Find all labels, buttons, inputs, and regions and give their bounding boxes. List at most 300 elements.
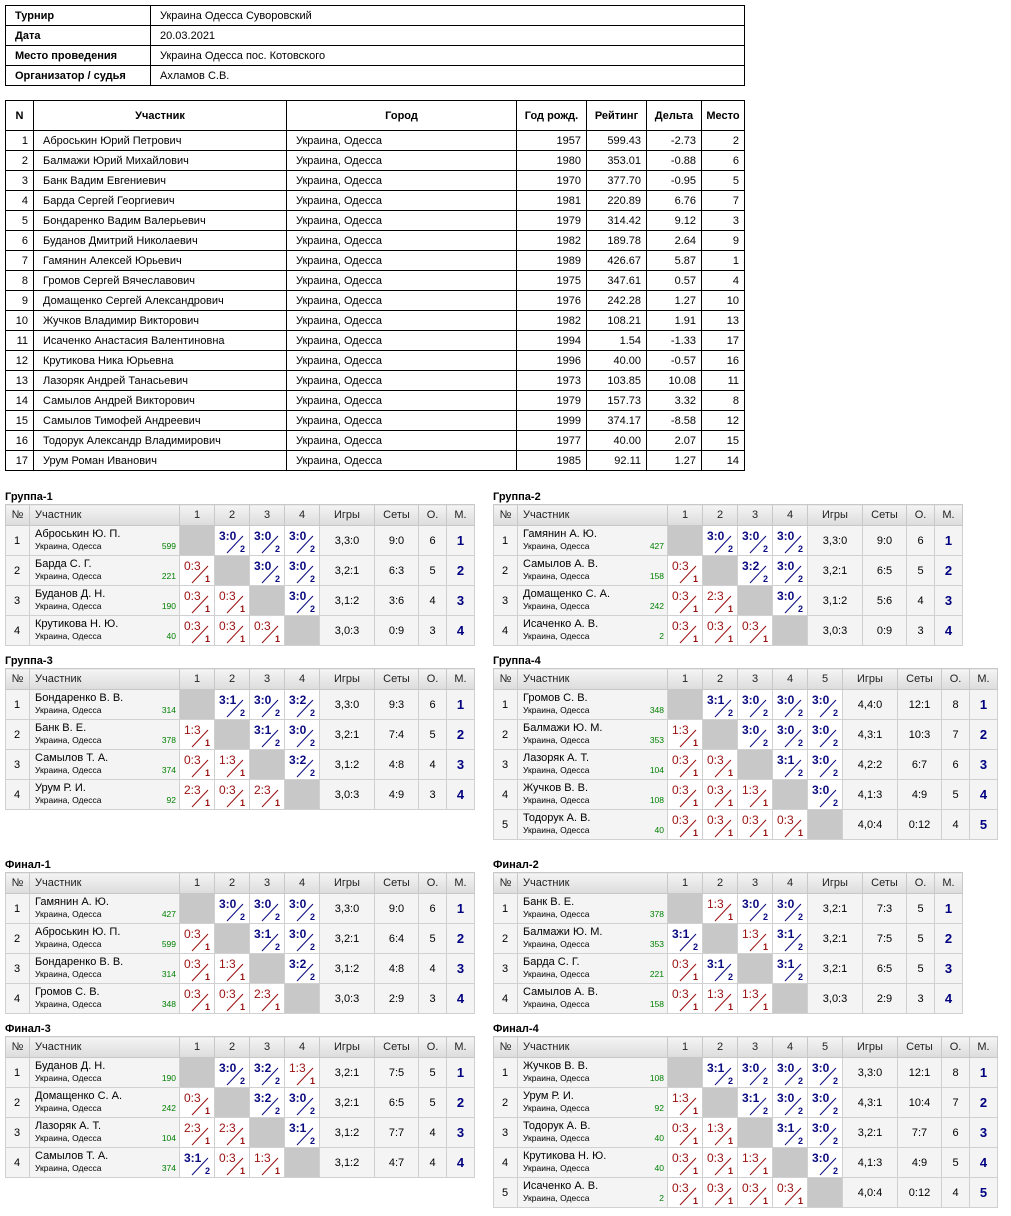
row-number: 4 <box>494 780 518 810</box>
participant-name: Бондаренко В. В. <box>35 692 124 704</box>
match-score: 3:1 <box>707 957 725 971</box>
match-score: 3:0 <box>742 693 760 707</box>
player-cell: 11 <box>702 371 745 391</box>
points-value: 5 <box>419 720 447 750</box>
col-opponent: 2 <box>215 873 250 894</box>
col-opponent: 2 <box>215 505 250 526</box>
player-cell: Аброськин Юрий Петрович <box>34 131 287 151</box>
match-score-cell <box>668 984 703 1014</box>
match-score: 3:0 <box>289 723 307 737</box>
match-score-cell <box>703 526 738 556</box>
match-points: 1 <box>239 972 245 982</box>
match-score-cell <box>738 616 773 646</box>
place-cell <box>970 690 998 720</box>
match-score-cell <box>215 690 250 720</box>
points-value: 4 <box>907 586 935 616</box>
participant-cell <box>30 1088 180 1118</box>
col-opponent: 3 <box>250 873 285 894</box>
match-points: 2 <box>832 1166 838 1176</box>
participant-rating: 104 <box>161 1133 176 1143</box>
match-score-cell <box>738 556 773 586</box>
participant-rating: 378 <box>161 735 176 745</box>
col-opponent: 5 <box>808 669 843 690</box>
match-points: 1 <box>692 1166 698 1176</box>
player-cell: -0.88 <box>647 151 702 171</box>
match-score-cell <box>773 720 808 750</box>
games-value: 3,2:1 <box>320 720 375 750</box>
match-points: 1 <box>274 798 280 808</box>
sets-value: 3:6 <box>375 586 419 616</box>
match-score: 3:0 <box>812 1151 830 1165</box>
points-value: 5 <box>942 780 970 810</box>
match-points: 2 <box>797 972 803 982</box>
match-score: 1:3 <box>707 897 724 911</box>
player-cell: 242.28 <box>587 291 647 311</box>
match-points: 2 <box>274 738 280 748</box>
place-value: 3 <box>979 757 988 772</box>
match-points: 1 <box>762 798 768 808</box>
group-block <box>493 654 998 840</box>
match-score-cell <box>703 984 738 1014</box>
sets-value: 4:9 <box>898 780 942 810</box>
place-cell <box>447 556 475 586</box>
player-cell: 92.11 <box>587 451 647 471</box>
match-points: 1 <box>727 798 733 808</box>
participant-cell <box>518 924 668 954</box>
match-points: 2 <box>274 1076 280 1086</box>
match-score: 3:0 <box>289 1091 307 1105</box>
match-score-cell <box>180 750 215 780</box>
match-points: 1 <box>239 768 245 778</box>
games-value: 3,0:3 <box>808 984 863 1014</box>
games-value: 3,2:1 <box>320 1058 375 1088</box>
participant-rating: 314 <box>161 705 176 715</box>
col-opponent: 5 <box>808 1037 843 1058</box>
row-number: 5 <box>494 810 518 840</box>
match-points: 1 <box>692 738 698 748</box>
games-value: 3,0:3 <box>808 616 863 646</box>
games-value: 4,3:1 <box>843 1088 898 1118</box>
place-cell <box>447 1088 475 1118</box>
match-score-cell <box>738 1178 773 1208</box>
match-score: 0:3 <box>219 589 236 603</box>
col-num: № <box>494 669 518 690</box>
group-table <box>5 504 475 646</box>
match-score-cell <box>773 1118 808 1148</box>
place-cell <box>935 556 963 586</box>
match-score: 3:0 <box>777 1061 795 1075</box>
match-score: 3:0 <box>777 897 795 911</box>
match-points: 2 <box>204 1166 210 1176</box>
match-points: 1 <box>797 1196 803 1206</box>
match-points: 1 <box>204 798 210 808</box>
match-points: 1 <box>692 634 698 644</box>
player-cell: 10.08 <box>647 371 702 391</box>
participant-rating: 427 <box>649 541 664 551</box>
match-points: 2 <box>762 1106 768 1116</box>
match-score-cell <box>773 810 808 840</box>
player-cell: 314.42 <box>587 211 647 231</box>
match-points: 2 <box>309 738 315 748</box>
row-number: 3 <box>6 1118 30 1148</box>
participant-name: Домащенко С. А. <box>35 1090 123 1102</box>
player-cell: 9.12 <box>647 211 702 231</box>
match-score-cell <box>180 1118 215 1148</box>
group-row <box>494 984 963 1014</box>
place-cell <box>447 1148 475 1178</box>
group-row <box>494 690 998 720</box>
match-score-cell <box>180 616 215 646</box>
match-score: 0:3 <box>254 619 271 633</box>
player-row <box>6 331 745 351</box>
participant-cell <box>30 780 180 810</box>
place-value: 4 <box>979 1155 988 1170</box>
self-cell <box>180 690 215 720</box>
col-num: № <box>6 505 30 526</box>
players-table <box>5 100 745 471</box>
place-value: 2 <box>456 563 465 578</box>
match-score-cell <box>703 1178 738 1208</box>
sets-value: 5:6 <box>863 586 907 616</box>
match-points: 2 <box>832 798 838 808</box>
match-score: 3:1 <box>777 927 795 941</box>
self-cell <box>703 1088 738 1118</box>
match-score-cell <box>738 924 773 954</box>
match-points: 1 <box>762 1196 768 1206</box>
sets-value: 4:8 <box>375 954 419 984</box>
col-games: Игры <box>843 1037 898 1058</box>
match-score: 3:0 <box>812 753 830 767</box>
match-score-cell <box>250 556 285 586</box>
player-cell: 17 <box>6 451 34 471</box>
row-number: 1 <box>6 1058 30 1088</box>
match-points: 1 <box>797 828 803 838</box>
col-place: М. <box>935 505 963 526</box>
match-points: 2 <box>797 708 803 718</box>
group-title: Группа-3 <box>5 655 53 667</box>
match-score: 1:3 <box>672 723 689 737</box>
participant-name: Гамянин А. Ю. <box>523 528 597 540</box>
match-score: 0:3 <box>707 619 724 633</box>
match-score-cell <box>215 750 250 780</box>
participant-name: Крутикова Н. Ю. <box>523 1150 607 1162</box>
match-score-cell <box>285 894 320 924</box>
group-row <box>6 720 475 750</box>
row-number: 2 <box>6 720 30 750</box>
group-row <box>6 1088 475 1118</box>
match-score: 3:0 <box>254 897 272 911</box>
match-points: 2 <box>797 912 803 922</box>
player-cell: 1977 <box>517 431 587 451</box>
match-score-cell <box>215 526 250 556</box>
match-points: 1 <box>204 574 210 584</box>
participant-name: Бондаренко В. В. <box>35 956 124 968</box>
participant-name: Банк В. Е. <box>523 896 575 908</box>
player-cell: 189.78 <box>587 231 647 251</box>
participant-rating: 353 <box>649 939 664 949</box>
match-points: 1 <box>204 1136 210 1146</box>
player-row <box>6 171 745 191</box>
match-points: 1 <box>204 942 210 952</box>
match-score: 3:0 <box>289 897 307 911</box>
place-cell <box>970 1148 998 1178</box>
player-cell: Громов Сергей Вячеславович <box>34 271 287 291</box>
points-value: 6 <box>419 894 447 924</box>
place-cell <box>970 720 998 750</box>
sets-value: 7:5 <box>863 924 907 954</box>
match-score-cell <box>703 690 738 720</box>
games-value: 3,3:0 <box>843 1058 898 1088</box>
match-score-cell <box>215 894 250 924</box>
participant-city: Украина, Одесса <box>35 939 102 949</box>
participant-name: Крутикова Н. Ю. <box>35 618 119 630</box>
match-points: 2 <box>797 768 803 778</box>
place-value: 4 <box>456 787 465 802</box>
participant-rating: 599 <box>161 541 176 551</box>
match-score: 3:2 <box>742 559 760 573</box>
match-points: 1 <box>692 768 698 778</box>
match-score: 1:3 <box>742 987 759 1001</box>
match-points: 1 <box>274 1166 280 1176</box>
group-row <box>6 780 475 810</box>
match-points: 1 <box>692 574 698 584</box>
match-score-cell <box>668 810 703 840</box>
row-number: 1 <box>494 1058 518 1088</box>
player-cell: 1979 <box>517 211 587 231</box>
group-title: Финал-2 <box>493 859 539 871</box>
player-row <box>6 151 745 171</box>
match-points: 2 <box>832 1076 838 1086</box>
games-value: 3,3:0 <box>320 894 375 924</box>
participant-cell <box>30 924 180 954</box>
participant-rating: 353 <box>649 735 664 745</box>
match-score: 0:3 <box>184 987 201 1001</box>
group-row <box>494 894 963 924</box>
match-score-cell <box>773 954 808 984</box>
group-table <box>493 668 998 840</box>
participant-cell <box>30 526 180 556</box>
games-value: 3,3:0 <box>320 526 375 556</box>
match-points: 2 <box>274 942 280 952</box>
match-points: 2 <box>832 1106 838 1116</box>
col-opponent: 4 <box>773 505 808 526</box>
player-cell: 15 <box>702 431 745 451</box>
participant-cell <box>518 1058 668 1088</box>
participant-name: Гамянин А. Ю. <box>35 896 109 908</box>
participant-name: Аброськин Ю. П. <box>35 528 121 540</box>
match-points: 2 <box>239 708 245 718</box>
player-cell: 17 <box>702 331 745 351</box>
col-num: № <box>494 873 518 894</box>
self-cell <box>668 526 703 556</box>
match-score-cell <box>738 780 773 810</box>
games-value: 4,4:0 <box>843 690 898 720</box>
player-cell: 12 <box>702 411 745 431</box>
place-cell <box>970 750 998 780</box>
players-col-header: Дельта <box>647 101 702 131</box>
player-cell: Украина, Одесса <box>287 171 517 191</box>
col-num: № <box>6 669 30 690</box>
match-score: 0:3 <box>219 783 236 797</box>
player-cell: 6 <box>702 151 745 171</box>
match-points: 1 <box>692 798 698 808</box>
place-value: 3 <box>944 593 953 608</box>
player-cell: 1985 <box>517 451 587 471</box>
player-row <box>6 431 745 451</box>
participant-cell <box>30 556 180 586</box>
player-row <box>6 351 745 371</box>
participant-cell <box>518 954 668 984</box>
points-value: 4 <box>942 1178 970 1208</box>
col-opponent: 1 <box>180 1037 215 1058</box>
match-score: 0:3 <box>184 619 201 633</box>
self-cell <box>668 1058 703 1088</box>
points-value: 3 <box>419 780 447 810</box>
match-score-cell <box>738 810 773 840</box>
self-cell <box>285 984 320 1014</box>
place-value: 5 <box>979 817 988 832</box>
match-score-cell <box>250 894 285 924</box>
games-value: 3,0:3 <box>320 984 375 1014</box>
match-score: 0:3 <box>184 559 201 573</box>
player-cell: 1975 <box>517 271 587 291</box>
match-points: 2 <box>797 1106 803 1116</box>
games-value: 3,2:1 <box>808 954 863 984</box>
games-value: 4,1:3 <box>843 1148 898 1178</box>
col-games: Игры <box>320 873 375 894</box>
participant-city: Украина, Одесса <box>35 1163 102 1173</box>
match-score: 3:0 <box>777 1091 795 1105</box>
sets-value: 4:9 <box>898 1148 942 1178</box>
group-row <box>494 750 998 780</box>
match-score: 0:3 <box>672 559 689 573</box>
match-points: 2 <box>832 1136 838 1146</box>
self-cell <box>180 1058 215 1088</box>
match-score-cell <box>808 690 843 720</box>
points-value: 5 <box>419 556 447 586</box>
player-cell: Жучков Владимир Викторович <box>34 311 287 331</box>
self-cell <box>285 1148 320 1178</box>
participant-cell <box>518 750 668 780</box>
match-score: 3:0 <box>812 1091 830 1105</box>
match-score-cell <box>738 984 773 1014</box>
match-score-cell <box>180 780 215 810</box>
participant-name: Самылов А. В. <box>523 986 599 998</box>
col-points: О. <box>907 505 935 526</box>
match-score: 3:2 <box>254 1091 272 1105</box>
points-value: 4 <box>419 1148 447 1178</box>
sets-value: 6:5 <box>863 556 907 586</box>
match-score: 3:2 <box>289 753 307 767</box>
points-value: 6 <box>419 690 447 720</box>
match-points: 2 <box>309 942 315 952</box>
place-value: 2 <box>979 727 988 742</box>
match-score: 0:3 <box>742 619 759 633</box>
participant-city: Украина, Одесса <box>35 999 102 1009</box>
row-number: 1 <box>494 894 518 924</box>
col-opponent: 2 <box>703 873 738 894</box>
participant-rating: 158 <box>649 571 664 581</box>
points-value: 5 <box>907 924 935 954</box>
participant-city: Украина, Одесса <box>35 909 102 919</box>
player-cell: 2 <box>6 151 34 171</box>
row-number: 3 <box>6 954 30 984</box>
col-place: М. <box>447 505 475 526</box>
place-value: 2 <box>979 1095 988 1110</box>
col-player: Участник <box>30 1037 180 1058</box>
group-row <box>6 924 475 954</box>
match-points: 2 <box>309 544 315 554</box>
match-points: 2 <box>762 708 768 718</box>
place-cell <box>447 780 475 810</box>
place-cell <box>935 894 963 924</box>
info-value: 20.03.2021 <box>151 26 745 46</box>
match-score: 1:3 <box>289 1061 306 1075</box>
match-score: 3:0 <box>812 1121 830 1135</box>
match-score-cell <box>180 586 215 616</box>
group-row <box>6 954 475 984</box>
col-sets: Сеты <box>863 873 907 894</box>
games-value: 3,1:2 <box>808 586 863 616</box>
match-points: 1 <box>692 1002 698 1012</box>
self-cell <box>180 894 215 924</box>
games-value: 3,2:1 <box>808 924 863 954</box>
self-cell <box>808 810 843 840</box>
participant-rating: 2 <box>659 1193 664 1203</box>
participant-rating: 158 <box>649 999 664 1009</box>
match-score: 0:3 <box>742 813 759 827</box>
col-opponent: 2 <box>215 669 250 690</box>
self-cell <box>285 616 320 646</box>
participant-city: Украина, Одесса <box>523 571 590 581</box>
col-sets: Сеты <box>898 1037 942 1058</box>
place-cell <box>447 1058 475 1088</box>
col-opponent: 4 <box>285 505 320 526</box>
match-score: 3:1 <box>289 1121 307 1135</box>
player-cell: 1 <box>6 131 34 151</box>
sets-value: 12:1 <box>898 690 942 720</box>
match-score: 0:3 <box>742 1181 759 1195</box>
row-number: 3 <box>494 586 518 616</box>
match-score-cell <box>773 526 808 556</box>
match-score: 1:3 <box>707 1121 724 1135</box>
match-score-cell <box>738 720 773 750</box>
match-score: 3:0 <box>812 783 830 797</box>
match-score: 3:0 <box>254 693 272 707</box>
participant-name: Жучков В. В. <box>523 1060 589 1072</box>
player-cell: Украина, Одесса <box>287 291 517 311</box>
player-row <box>6 291 745 311</box>
place-cell <box>447 954 475 984</box>
col-opponent: 2 <box>703 1037 738 1058</box>
info-label: Дата <box>6 26 151 46</box>
col-points: О. <box>942 669 970 690</box>
games-value: 3,2:1 <box>320 556 375 586</box>
player-cell: 4 <box>6 191 34 211</box>
place-value: 1 <box>456 697 465 712</box>
col-opponent: 1 <box>668 873 703 894</box>
self-cell <box>703 720 738 750</box>
games-value: 3,2:1 <box>320 924 375 954</box>
match-points: 2 <box>762 544 768 554</box>
match-score: 2:3 <box>254 987 271 1001</box>
participant-city: Украина, Одесса <box>523 541 590 551</box>
participant-rating: 40 <box>166 631 176 641</box>
row-number: 2 <box>6 556 30 586</box>
player-cell: 1999 <box>517 411 587 431</box>
match-points: 2 <box>832 738 838 748</box>
row-number: 2 <box>494 720 518 750</box>
